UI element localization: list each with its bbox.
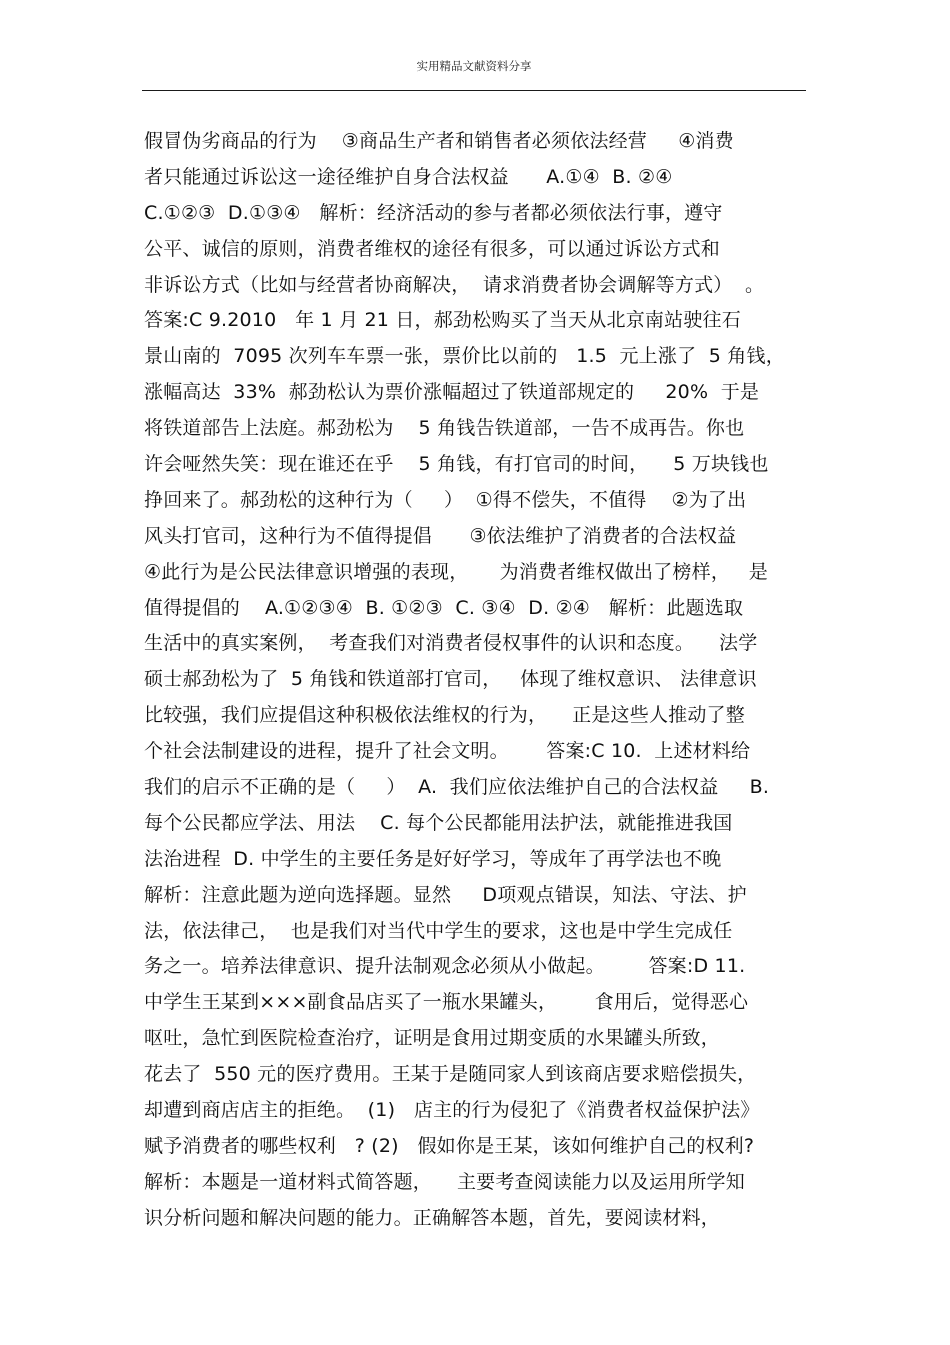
text-line: 景山南的 7095 次列车车票一张，票价比以前的 1.5 元上涨了 5 角钱， <box>144 345 785 368</box>
text-line: 赋予消费者的哪些权利 ? (2) 假如你是王某，该如何维护自己的权利? <box>144 1134 755 1157</box>
text-line: ④此行为是公民法律意识增强的表现， 为消费者维权做出了榜样， 是 <box>144 560 768 583</box>
text-line: 中学生王某到×××副食品店买了一瓶水果罐头， 食用后，觉得恶心 <box>144 991 749 1014</box>
text-line: 法治进程 D. 中学生的主要任务是好好学习，等成年了再学法也不晚 <box>144 847 722 870</box>
text-line: 解析：本题是一道材料式简答题， 主要考查阅读能力以及运用所学知 <box>144 1170 745 1193</box>
text-line: 公平、诚信的原则，消费者维权的途径有很多，可以通过诉讼方式和 <box>144 237 721 260</box>
text-line: 者只能通过诉讼这一途径维护自身合法权益 A.①④ B. ②④ <box>144 165 673 188</box>
text-line: 生活中的真实案例， 考查我们对消费者侵权事件的认识和态度。 法学 <box>144 632 758 655</box>
text-line: 值得提倡的 A.①②③④ B. ①②③ C. ③④ D. ②④ 解析：此题选取 <box>144 596 744 619</box>
text-line: 假冒伪劣商品的行为 ③商品生产者和销售者必须依法经营 ④消费 <box>144 130 734 152</box>
text-line: 风头打官司，这种行为不值得提倡 ③依法维护了消费者的合法权益 <box>144 524 737 547</box>
text-line: 涨幅高达 33% 郝劲松认为票价涨幅超过了铁道部规定的 20% 于是 <box>144 381 760 404</box>
text-line: 将铁道部告上法庭。郝劲松为 5 角钱告铁道部，一告不成再告。你也 <box>144 417 745 440</box>
text-line: 务之一。培养法律意识、提升法制观念必须从小做起。 答案:D 11. <box>144 955 746 978</box>
text-line: 识分析问题和解决问题的能力。正确解答本题，首先，要阅读材料， <box>144 1206 721 1229</box>
page-header: 实用精品文献资料分享 <box>416 59 532 73</box>
header-divider <box>142 90 806 91</box>
text-line: 挣回来了。郝劲松的这种行为（ ） ①得不偿失，不值得 ②为了出 <box>144 488 747 511</box>
text-line: 呕吐，急忙到医院检查治疗，证明是食用过期变质的水果罐头所致， <box>144 1027 721 1050</box>
text-line: C.①②③ D.①③④ 解析：经济活动的参与者都必须依法行事，遵守 <box>144 201 723 224</box>
text-line: 许会哑然失笑：现在谁还在乎 5 角钱，有打官司的时间， 5 万块钱也 <box>144 453 769 476</box>
text-line: 花去了 550 元的医疗费用。王某于是随同家人到该商店要求赔偿损失， <box>144 1063 757 1086</box>
text-line: 解析：注意此题为逆向选择题。显然 D项观点错误，知法、守法、护 <box>144 883 747 906</box>
text-line: 比较强，我们应提倡这种积极依法维权的行为， 正是这些人推动了整 <box>144 704 745 727</box>
document-body <box>144 124 814 1237</box>
text-line: 我们的启示不正确的是（ ） A. 我们应依法维护自己的合法权益 B. <box>144 776 770 799</box>
text-line: 每个公民都应学法、用法 C. 每个公民都能用法护法，就能推进我国 <box>144 811 733 834</box>
text-line: 却遭到商店店主的拒绝。 (1) 店主的行为侵犯了《消费者权益保护法》 <box>144 1099 760 1122</box>
text-line: 硕士郝劲松为了 5 角钱和铁道部打官司， 体现了维权意识、 法律意识 <box>144 668 757 691</box>
text-line: 答案:C 9.2010 年 1 月 21 日，郝劲松购买了当天从北京南站驶往石 <box>144 309 741 332</box>
text-line: 非诉讼方式（比如与经营者协商解决， 请求消费者协会调解等方式） 。 <box>144 273 765 296</box>
text-line: 个社会法制建设的进程，提升了社会文明。 答案:C 10. 上述材料给 <box>144 740 751 763</box>
text-line: 法，依法律己， 也是我们对当代中学生的要求，这也是中学生完成任 <box>144 919 733 942</box>
